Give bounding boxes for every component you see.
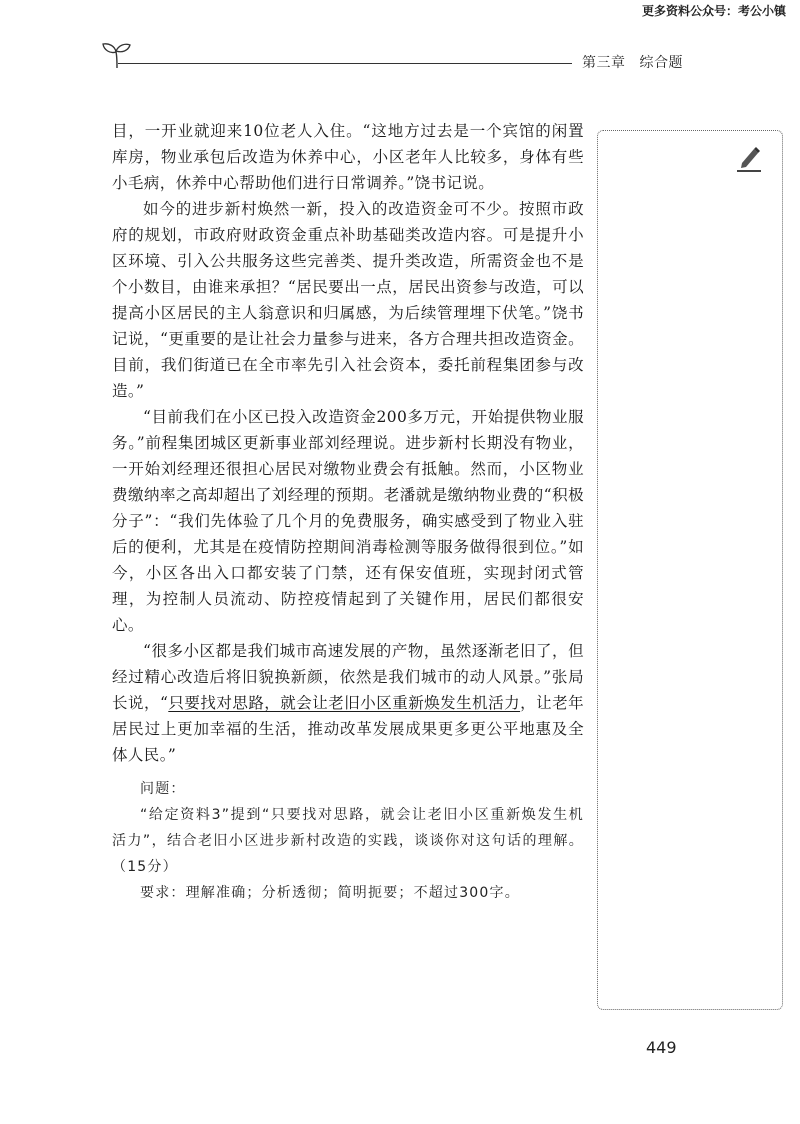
page-header [100, 40, 700, 80]
notes-box[interactable] [597, 130, 783, 1010]
top-note: 更多资料公众号：考公小镇 [641, 4, 786, 18]
section-label: 综合题 [639, 55, 683, 71]
paragraph-3: “目前我们在小区已投入改造资金200多万元，开始提供物业服务。”前程集团城区更新事业部刘经理说。进步新村长期没有物业，一开始刘经理还很担心居民对缴物业费会有抵触。然而，小区物业费缴纳率之高却超出了刘经理的预期。老潘就是缴纳物业费的“积极分子”：“我们先体验了几个月的免费服务，确实感受到了物业入驻后的便利，尤其是在疫情防控期间消毒检测等服务做得很到位。”如今，小区各出入口都安装了门禁，还有保安值班，实现封闭式管理，为控制人员流动、防控疫情起到了关键作用，居民们都很安心。 [112, 408, 584, 634]
main-text [112, 118, 584, 906]
question-block [112, 776, 584, 906]
chapter-label: 第三章 [582, 55, 626, 71]
paragraph-4-end: ，让老年居民过上更加幸福的生活，推动改革发展成果更多更公平地惠及全体人民。” [112, 694, 584, 764]
paragraph-4-start: “很多小区都是我们城市高速发展的产物，虽然逐渐老旧了，但经过精心改造后将旧貌换新颜，依然是我们城市的动人风景。”张局长说，“ [112, 642, 584, 712]
question-requirement: 要求：理解准确；分析透彻；简明扼要；不超过300字。 [140, 885, 520, 901]
paragraph-4 [112, 638, 584, 768]
pencil-icon [734, 143, 764, 173]
underlined-quote: 只要找对思路，就会让老旧小区重新焕发生机活力 [168, 694, 521, 712]
sprout-icon [100, 40, 134, 70]
header-rule [118, 63, 572, 64]
chapter-title [582, 52, 700, 72]
paragraph-1: 目，一开业就迎来10位老人入住。“这地方过去是一个宾馆的闲置库房，物业承包后改造为休养中心，小区老年人比较多，身体有些小毛病，休养中心帮助他们进行日常调养。”饶书记说。 [112, 122, 584, 192]
question-label: 问题： [140, 781, 186, 797]
page-number: 449 [646, 1038, 677, 1057]
paragraph-2: 如今的进步新村焕然一新，投入的改造资金可不少。按照市政府的规划，市政府财政资金重点补助基础类改造内容。可是提升小区环境、引入公共服务这些完善类、提升类改造，所需资金也不是个小数目，由谁来承担？“居民要出一点，居民出资参与改造，可以提高小区居民的主人翁意识和归属感，为后续管理埋下伏笔。”饶书记说，“更重要的是让社会力量参与进来，各方合理共担改造资金。目前，我们街道已在全市率先引入社会资本，委托前程集团参与改造。” [112, 200, 584, 400]
question-text: “给定资料3”提到“只要找对思路，就会让老旧小区重新焕发生机活力”，结合老旧小区进步新村改造的实践，谈谈你对这句话的理解。（15分） [112, 807, 584, 875]
